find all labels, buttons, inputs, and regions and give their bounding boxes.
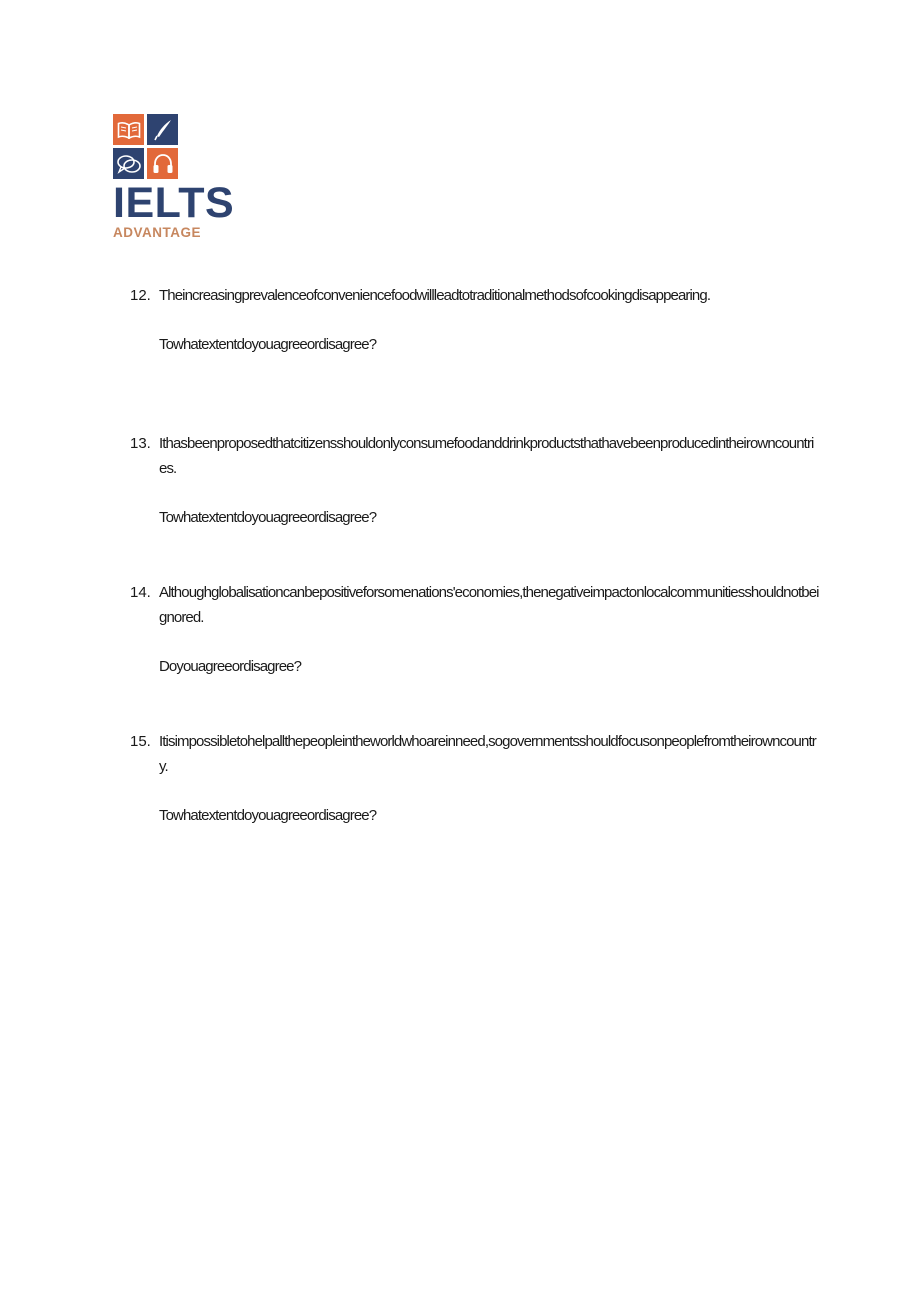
question-number: 12. [130,287,151,304]
question-prompt [130,729,820,779]
question-instruction: Towhatextentdoyouagreeordisagree? [159,807,377,824]
question-item [130,431,820,530]
question-text: Theincreasingprevalenceofconveniencefoodwillleadtotraditionalmethodsofcookingdisappearing. [159,287,711,304]
question-instruction: Doyouagreeordisagree? [159,658,302,675]
question-prompt [130,283,820,308]
question-text: Ithasbeenproposedthatcitizensshouldonlyconsumefoodanddrinkproductsthathavebeenproducedintheirowncountries. [159,435,814,477]
question-number: 14. [130,584,151,601]
question-item [130,283,820,357]
logo-tagline: ADVANTAGE [113,225,201,240]
question-item [130,729,820,828]
speech-bubbles-icon [113,148,144,179]
pen-icon [147,114,178,145]
book-icon [113,114,144,145]
question-prompt [130,431,820,481]
question-text: Itisimpossibletohelpallthepeopleintheworldwhoareinneed,sogovernmentsshouldfocusonpeoplefromtheirowncountry. [159,733,816,775]
question-item [130,580,820,679]
logo-wordmark: IELTS [113,179,235,227]
ielts-advantage-logo [113,114,253,240]
question-prompt [130,580,820,630]
question-instruction: Towhatextentdoyouagreeordisagree? [159,509,377,526]
question-text: Althoughglobalisationcanbepositiveforsomenations'economies,thenegativeimpactonlocalcommunitiesshouldnotbeignored. [159,584,819,626]
headphones-icon [147,148,178,179]
logo-tiles [113,114,178,179]
question-number: 15. [130,733,151,750]
question-instruction: Towhatextentdoyouagreeordisagree? [159,336,377,353]
question-number: 13. [130,435,151,452]
